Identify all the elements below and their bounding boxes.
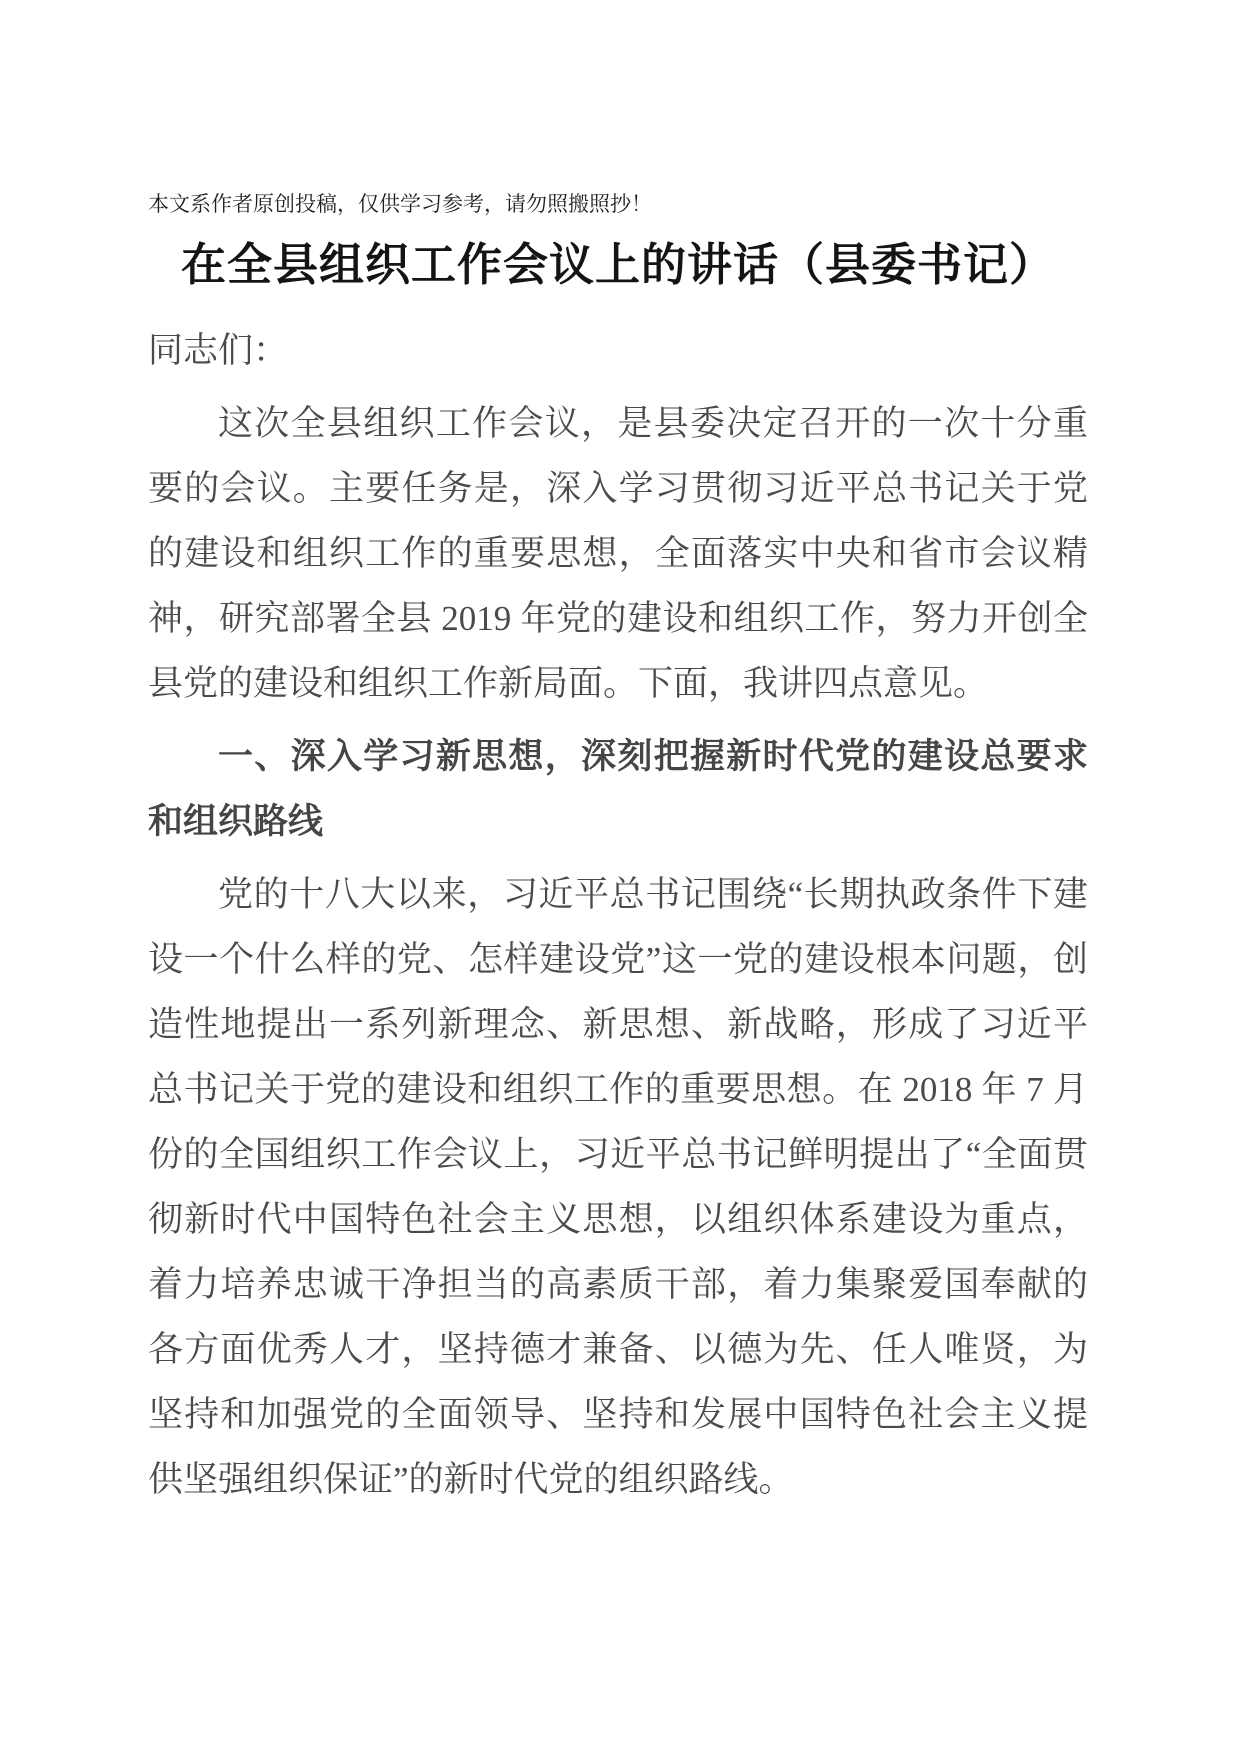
section-1-heading: 一、深入学习新思想，深刻把握新时代党的建设总要求和组织路线 bbox=[148, 737, 1088, 841]
disclaimer-note: 本文系作者原创投稿，仅供学习参考，请勿照搬照抄！ bbox=[148, 193, 652, 216]
paragraph-section-1: 党的十八大以来，习近平总书记围绕“长期执政条件下建设一个什么样的党、怎样建设党”这一党的建设根本问题，创造性地提出一系列新理念、新思想、新战略，形成了习近平总书记关于党的建设和组织工作的重要思想。在 2018 年 7 月份的全国组织工作会议上，习近平总书记鲜明提出了“全面贯彻新时代中国特色社会主义思想，以组织体系建设为重点，着力培养忠诚干净担当的高素质干部，着力集聚爱国奉献的各方面优秀人才，坚持德才兼备、以德为先、任人唯贤，为坚持和加强党的全面领导、坚持和发展中国特色社会主义提供坚强组织保证”的新时代党的组织路线。 bbox=[148, 875, 1088, 1499]
document-title: 在全县组织工作会议上的讲话（县委书记） bbox=[180, 239, 1055, 290]
paragraph-intro: 这次全县组织工作会议，是县委决定召开的一次十分重要的会议。主要任务是，深入学习贯彻习近平总书记关于党的建设和组织工作的重要思想，全面落实中央和省市会议精神，研究部署全县 2019 年党的建设和组织工作，努力开创全县党的建设和组织工作新局面。下面，我讲四点意见。 bbox=[148, 404, 1088, 703]
document-content bbox=[148, 190, 1088, 1512]
salutation: 同志们： bbox=[148, 331, 289, 370]
